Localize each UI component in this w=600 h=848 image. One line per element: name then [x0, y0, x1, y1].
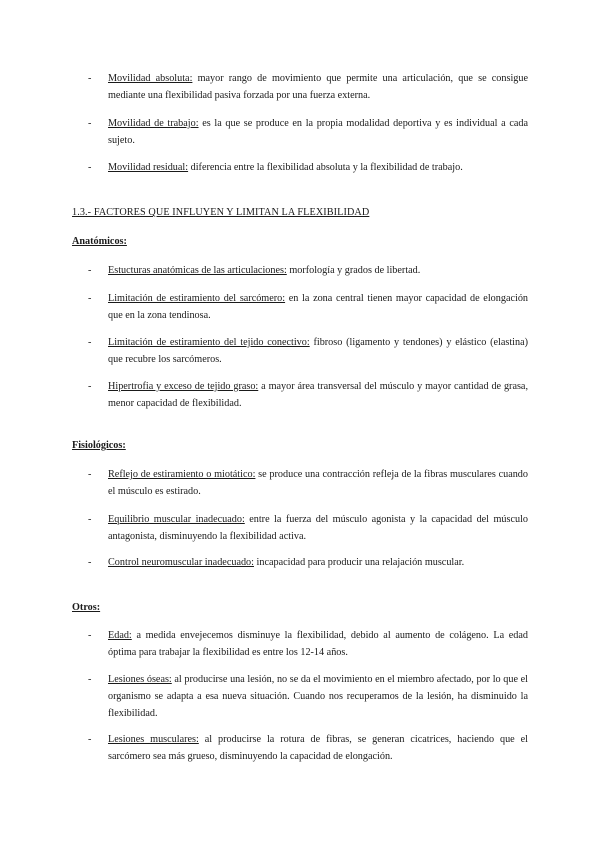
definition: fibroso (ligamento y tendones) y elástico (elastina) que recubre los sarcómeros. [108, 337, 528, 365]
bullet-dash: - [88, 630, 92, 641]
list-item [88, 159, 528, 176]
definition: entre la fuerza del músculo agonista y la capacidad del músculo antagonista, disminuyendo la flexibilidad activa. [108, 514, 528, 542]
term: Movilidad de trabajo: [108, 118, 199, 129]
definition: al producirse una lesión, no se da el movimiento en el miembro afectado, por lo que el organismo se adapta a esa nueva situación. Cuando nos recuperamos de la lesión, ha disminuido la flexibilidad. [108, 674, 528, 719]
term: Limitación de estiramiento del sarcómero: [108, 293, 286, 304]
definition: es la que se produce en la propia modalidad deportiva y es individual a cada sujeto. [108, 118, 528, 146]
section-title: 1.3.- FACTORES QUE INFLUYEN Y LIMITAN LA FLEXIBILIDAD [72, 207, 370, 218]
list-item [88, 378, 528, 412]
definition: a medida envejecemos disminuye la flexibilidad, debido al aumento de colágeno. La edad óptima para trabajar la flexibilidad es entre los 12-14 años. [108, 630, 528, 658]
bullet-dash: - [88, 337, 92, 348]
term: Reflejo de estiramiento o miotático: [108, 469, 256, 480]
subheading-otros: Otros: [72, 602, 101, 613]
bullet-dash: - [88, 162, 92, 173]
list-item [88, 466, 528, 500]
term: Lesiones óseas: [108, 674, 172, 685]
list-item [88, 511, 528, 545]
list-item [88, 334, 528, 368]
definition: al producirse la rotura de fibras, se generan cicatrices, haciendo que el sarcómero sea más grueso, disminuyendo la capacidad de elongación. [108, 734, 528, 762]
term: Control neuromuscular inadecuado: [108, 557, 254, 568]
list-item [88, 70, 528, 104]
definition: morfología y grados de libertad. [286, 265, 421, 276]
definition: en la zona central tienen mayor capacidad de elongación que en la zona tendinosa. [108, 293, 529, 321]
list-item [88, 731, 528, 765]
definition: diferencia entre la flexibilidad absoluta y la flexibilidad de trabajo. [188, 162, 463, 173]
definition: se produce una contracción refleja de la fibras musculares cuando el músculo es estirado. [108, 469, 528, 497]
term: Equilibrio muscular inadecuado: [108, 514, 245, 525]
list-item [88, 671, 528, 722]
term: Limitación de estiramiento del tejido conectivo: [108, 337, 310, 348]
term: Edad: [108, 630, 132, 641]
list-item [88, 627, 528, 661]
list-item [88, 115, 528, 149]
term: Movilidad absoluta: [108, 73, 193, 84]
bullet-dash: - [88, 734, 92, 745]
subheading-anatomicos: Anatómicos: [72, 236, 127, 247]
bullet-dash: - [88, 557, 92, 568]
list-item [88, 290, 528, 324]
term: Hipertrofia y exceso de tejido graso: [108, 381, 259, 392]
definition: a mayor área transversal del músculo y mayor cantidad de grasa, menor capacidad de flexibilidad. [108, 381, 529, 409]
bullet-dash: - [88, 674, 92, 685]
term: Movilidad residual: [108, 162, 189, 173]
bullet-dash: - [88, 514, 92, 525]
term: Estucturas anatómicas de las articulaciones: [108, 265, 287, 276]
list-item [88, 262, 528, 279]
bullet-dash: - [88, 381, 92, 392]
bullet-dash: - [88, 265, 92, 276]
list-item [88, 554, 528, 571]
bullet-dash: - [88, 73, 92, 84]
term: Lesiones musculares: [108, 734, 199, 745]
bullet-dash: - [88, 293, 92, 304]
bullet-dash: - [88, 118, 92, 129]
definition: mayor rango de movimiento que permite una articulación, que se consigue mediante una flexibilidad pasiva forzada por una fuerza externa. [108, 73, 528, 101]
subheading-fisiologicos: Fisiológicos: [72, 440, 126, 451]
bullet-dash: - [88, 469, 92, 480]
definition: incapacidad para producir una relajación muscular. [253, 557, 465, 568]
